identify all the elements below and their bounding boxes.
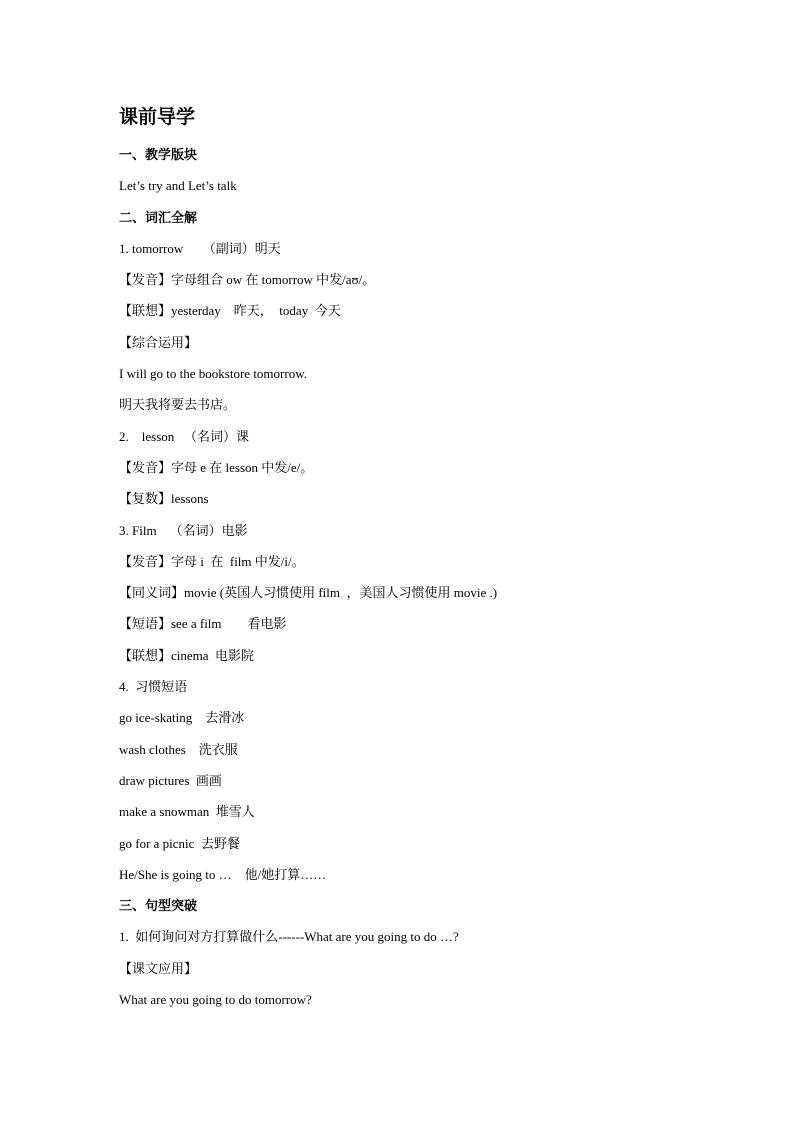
text-line: make a snowman 堆雪人: [119, 804, 255, 820]
text-line: wash clothes 洗衣服: [119, 741, 238, 757]
text-lines: [119, 146, 719, 1009]
text-line: 【综合运用】: [119, 334, 198, 350]
text-line: 【发音】字母组合 ow 在 tomorrow 中发/aʊ/。: [119, 272, 376, 288]
text-line: 【发音】字母 e 在 lesson 中发/e/。: [119, 459, 314, 475]
text-line: 【复数】lessons: [119, 491, 209, 507]
text-line: 明天我将要去书店。: [119, 397, 237, 413]
text-line: 【课文应用】: [119, 960, 198, 976]
text-line: 【联想】yesterday 昨天， today 今天: [119, 303, 341, 319]
text-line: He/She is going to … 他/她打算……: [119, 866, 327, 882]
text-line: go ice-skating 去滑冰: [119, 710, 245, 726]
document-body: [119, 104, 719, 1022]
text-line: go for a picnic 去野餐: [119, 835, 240, 851]
text-line: 【短语】see a film 看电影: [119, 616, 287, 632]
section-heading: 一、教学版块: [119, 147, 198, 162]
text-line: 1. tomorrow （副词）明天: [119, 240, 281, 256]
text-line: 1. 如何询问对方打算做什么------What are you going to do …?: [119, 929, 459, 945]
section-heading: 二、词汇全解: [119, 209, 198, 225]
section-heading: 三、句型突破: [119, 898, 198, 914]
text-line: Let’s try and Let’s talk: [119, 178, 237, 194]
text-line: draw pictures 画画: [119, 772, 222, 788]
text-line: 3. Film （名词）电影: [119, 522, 248, 538]
text-line: 4. 习惯短语: [119, 679, 188, 695]
text-line: 2. lesson （名词）课: [119, 428, 250, 444]
text-line: 【同义词】movie (英国人习惯使用 film ，美国人习惯使用 movie .): [119, 585, 498, 601]
text-line: 【联想】cinema 电影院: [119, 647, 255, 663]
text-line: 【发音】字母 i 在 film 中发/i/。: [119, 553, 305, 569]
text-line: I will go to the bookstore tomorrow.: [119, 366, 307, 382]
page-title: 课前导学: [119, 106, 196, 128]
text-line: What are you going to do tomorrow?: [119, 992, 312, 1008]
